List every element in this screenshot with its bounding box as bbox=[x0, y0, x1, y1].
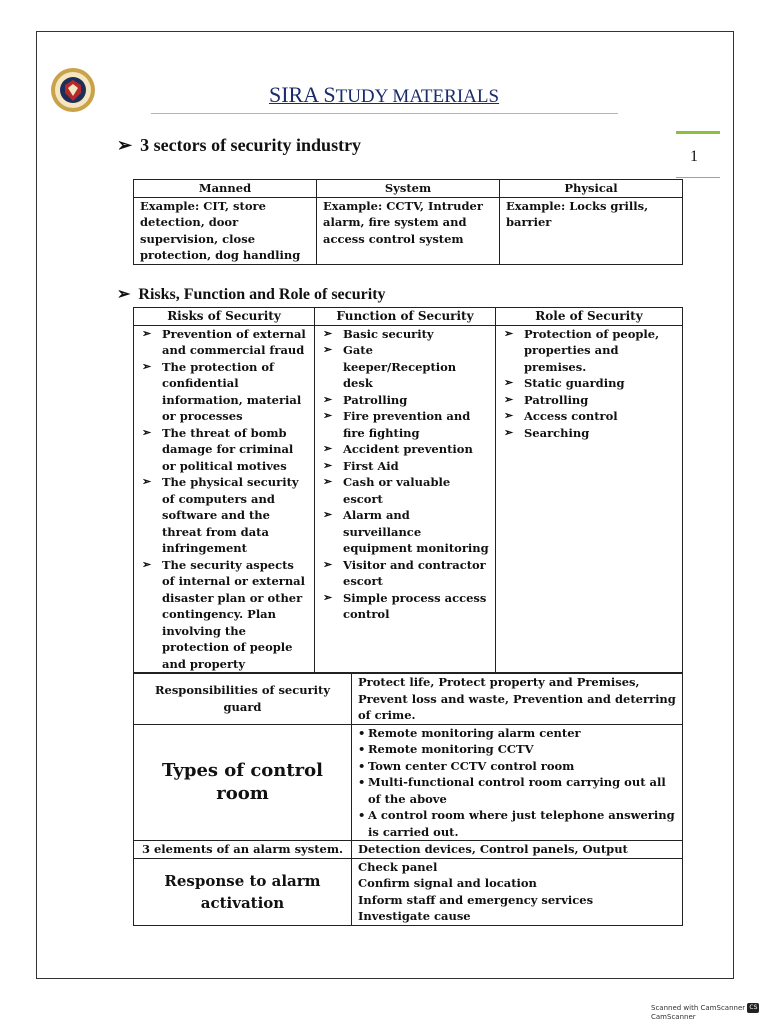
list-item: Inform staff and emergency services bbox=[358, 892, 594, 907]
physical-example: Example: Locks grills, barrier bbox=[500, 197, 683, 264]
list-item: ➢ Visitor and contractor escort bbox=[321, 557, 489, 590]
responsibilities-value: Protect life, Protect property and Premises, Prevent loss and waste, Prevention and deterring of crime. bbox=[352, 674, 683, 725]
scanned-with-text: Scanned with CamScanner bbox=[651, 1004, 746, 1012]
responsibilities-label: Responsibilities of security guard bbox=[134, 674, 352, 725]
alarm-elements-label: 3 elements of an alarm system. bbox=[134, 841, 352, 859]
arrow-bullet-icon: ➢ bbox=[117, 286, 131, 303]
column-header-system: System bbox=[317, 180, 500, 198]
page-number: 1 bbox=[690, 148, 698, 165]
page-title: SIRA STUDY MATERIALS bbox=[268, 82, 500, 107]
arrow-bullet-icon: ➢ bbox=[117, 135, 133, 155]
control-room-cell bbox=[352, 724, 683, 841]
column-header-risks: Risks of Security bbox=[134, 308, 315, 326]
list-item: • Remote monitoring alarm center bbox=[358, 725, 676, 742]
section-heading-sectors: ➢ 3 sectors of security industry bbox=[117, 135, 362, 155]
list-item: ➢ The physical security of computers and software and the threat from data infringement bbox=[140, 474, 308, 557]
list-item: • A control room where just telephone answering is carried out. bbox=[358, 807, 676, 840]
column-header-function: Function of Security bbox=[315, 308, 496, 326]
camscanner-logo-icon: CS bbox=[749, 1004, 758, 1011]
list-item: ➢ Accident prevention bbox=[321, 441, 489, 458]
list-item: ➢ Gate keeper/Reception desk bbox=[321, 342, 489, 392]
control-room-label: Types of control room bbox=[134, 724, 352, 841]
functions-cell bbox=[315, 325, 496, 673]
risks-function-role-table bbox=[133, 307, 683, 673]
roles-cell bbox=[496, 325, 683, 673]
list-item: ➢ Static guarding bbox=[502, 375, 676, 392]
list-item: ➢ The protection of confidential information, material or processes bbox=[140, 359, 308, 425]
scanner-watermark bbox=[651, 1003, 768, 1021]
list-item: • Town center CCTV control room bbox=[358, 758, 676, 775]
camscanner-brand: CamScanner bbox=[651, 1013, 696, 1021]
list-item: ➢ Prevention of external and commercial fraud bbox=[140, 326, 308, 359]
duties-table bbox=[133, 673, 683, 926]
alarm-elements-value: Detection devices, Control panels, Output bbox=[352, 841, 683, 859]
sectors-table bbox=[133, 179, 683, 265]
list-item: Investigate cause bbox=[358, 909, 471, 923]
risks-list bbox=[140, 326, 308, 673]
list-item: ➢ Protection of people, properties and premises. bbox=[502, 326, 676, 376]
risks-cell bbox=[134, 325, 315, 673]
list-item: ➢ Alarm and surveillance equipment monitoring bbox=[321, 507, 489, 557]
list-item: • Remote monitoring CCTV bbox=[358, 741, 676, 758]
column-header-physical: Physical bbox=[500, 180, 683, 198]
list-item: Check panel bbox=[358, 859, 438, 874]
system-example: Example: CCTV, Intruder alarm, fire system and access control system bbox=[317, 197, 500, 264]
roles-list bbox=[502, 326, 676, 442]
manned-example: Example: CIT, store detection, door supervision, close protection, dog handling bbox=[134, 197, 317, 264]
list-item: ➢ Patrolling bbox=[321, 392, 489, 409]
functions-list bbox=[321, 326, 489, 623]
page-number-bar bbox=[676, 131, 720, 134]
section-heading-risks: ➢ Risks, Function and Role of security bbox=[117, 286, 386, 303]
list-item: ➢ Patrolling bbox=[502, 392, 676, 409]
list-item: ➢ First Aid bbox=[321, 458, 489, 475]
list-item: ➢ The security aspects of internal or external disaster plan or other contingency. Plan involving the protection of people and property bbox=[140, 557, 308, 673]
list-item: Confirm signal and location bbox=[358, 876, 537, 890]
response-cell bbox=[352, 858, 683, 925]
column-header-manned: Manned bbox=[134, 180, 317, 198]
title-underline-rule bbox=[151, 113, 618, 114]
list-item: ➢ Simple process access control bbox=[321, 590, 489, 623]
list-item: ➢ Fire prevention and fire fighting bbox=[321, 408, 489, 441]
list-item: ➢ The threat of bomb damage for criminal or political motives bbox=[140, 425, 308, 475]
list-item: ➢ Searching bbox=[502, 425, 676, 442]
list-item: • Multi-functional control room carrying out all of the above bbox=[358, 774, 676, 807]
page-number-rule bbox=[676, 177, 720, 178]
column-header-role: Role of Security bbox=[496, 308, 683, 326]
list-item: ➢ Basic security bbox=[321, 326, 489, 343]
response-label: Response to alarm activation bbox=[134, 858, 352, 925]
control-room-list bbox=[358, 725, 676, 841]
list-item: ➢ Cash or valuable escort bbox=[321, 474, 489, 507]
list-item: ➢ Access control bbox=[502, 408, 676, 425]
